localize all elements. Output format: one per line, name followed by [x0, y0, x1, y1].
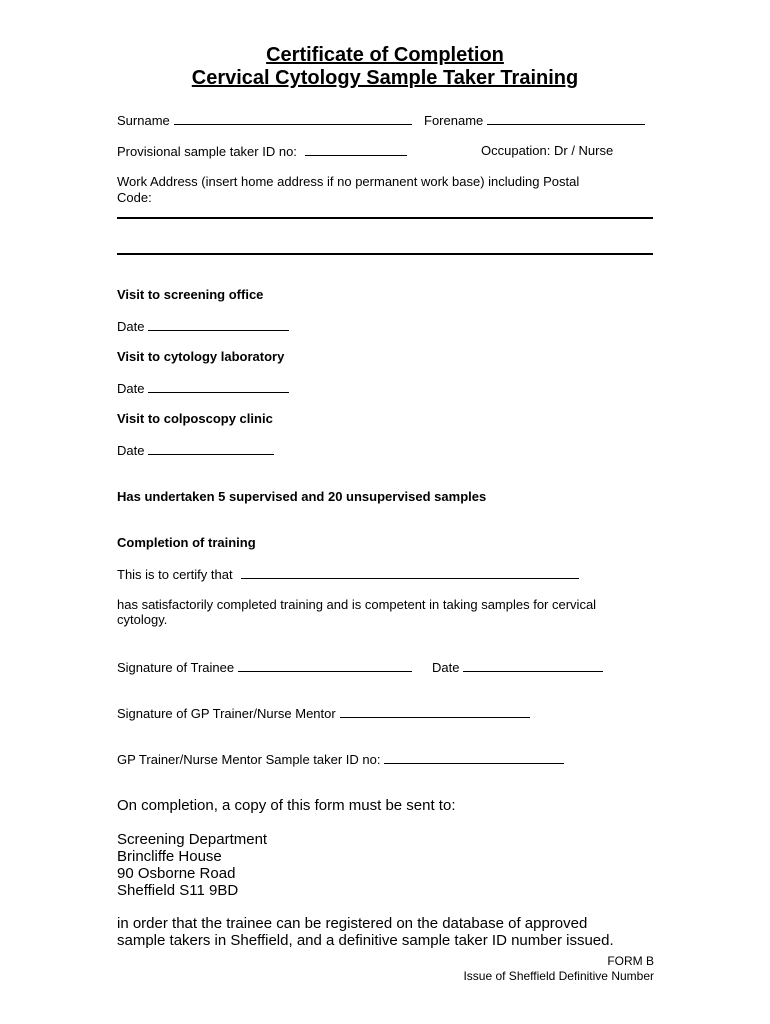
surname-label: Surname: [117, 113, 170, 128]
completion-heading: Completion of training: [117, 535, 256, 550]
screening-office-heading: Visit to screening office: [117, 287, 264, 302]
address-line: 90 Osborne Road: [117, 865, 236, 882]
colposcopy-clinic-date-field[interactable]: [148, 442, 274, 455]
work-address-line-1[interactable]: [117, 217, 653, 219]
work-address-label-1: Work Address (insert home address if no permanent work base) including Postal: [117, 174, 580, 189]
date-label: Date: [117, 319, 145, 334]
cytology-lab-date-row: [117, 380, 289, 397]
send-to-intro: On completion, a copy of this form must be sent to:: [117, 797, 456, 814]
address-line: Brincliffe House: [117, 848, 222, 865]
trainee-signature-label: Signature of Trainee: [117, 660, 235, 675]
work-address-line-2[interactable]: [117, 253, 653, 255]
purpose-line-2: sample takers in Sheffield, and a definitive sample taker ID number issued.: [117, 932, 614, 949]
surname-row: [117, 112, 412, 129]
trainee-date-label: Date: [432, 660, 460, 675]
trainer-signature-label: Signature of GP Trainer/Nurse Mentor: [117, 706, 336, 721]
provisional-id-row: [117, 143, 407, 160]
cytology-lab-heading: Visit to cytology laboratory: [117, 349, 285, 364]
certify-row: [117, 566, 579, 583]
competence-statement-2: cytology.: [117, 612, 168, 627]
forename-row: [424, 112, 645, 129]
provisional-id-label: Provisional sample taker ID no:: [117, 144, 297, 159]
colposcopy-clinic-date-row: [117, 442, 274, 459]
certificate-title: Certificate of Completion: [266, 44, 504, 66]
address-line: Sheffield S11 9BD: [117, 882, 239, 899]
cytology-lab-date-field[interactable]: [148, 380, 289, 393]
provisional-id-field[interactable]: [305, 143, 407, 156]
trainee-date-field[interactable]: [463, 659, 603, 672]
address-line: Screening Department: [117, 831, 268, 848]
screening-office-date-field[interactable]: [148, 318, 289, 331]
competence-statement-1: has satisfactorily completed training and is competent in taking samples for cervical: [117, 597, 597, 612]
purpose-line-1: in order that the trainee can be registered on the database of approved: [117, 915, 588, 932]
samples-statement: Has undertaken 5 supervised and 20 unsupervised samples: [117, 489, 487, 504]
certify-label: This is to certify that: [117, 567, 233, 582]
trainee-signature-row: [117, 659, 412, 676]
trainee-date-row: [432, 659, 603, 676]
colposcopy-clinic-heading: Visit to colposcopy clinic: [117, 411, 273, 426]
trainee-name-field[interactable]: [241, 566, 579, 579]
certificate-subtitle: Cervical Cytology Sample Taker Training: [191, 67, 579, 89]
trainer-id-field[interactable]: [384, 751, 564, 764]
occupation-label[interactable]: Occupation: Dr / Nurse: [481, 143, 614, 158]
forename-field[interactable]: [487, 112, 645, 125]
date-label: Date: [117, 381, 145, 396]
surname-field[interactable]: [174, 112, 412, 125]
trainee-signature-field[interactable]: [238, 659, 412, 672]
form-purpose: Issue of Sheffield Definitive Number: [463, 969, 654, 983]
trainer-id-row: [117, 751, 564, 768]
trainer-signature-field[interactable]: [340, 705, 530, 718]
form-code: FORM B: [607, 954, 654, 968]
screening-office-date-row: [117, 318, 289, 335]
forename-label: Forename: [424, 113, 484, 128]
trainer-id-label: GP Trainer/Nurse Mentor Sample taker ID no:: [117, 752, 381, 767]
trainer-signature-row: [117, 705, 530, 722]
date-label: Date: [117, 443, 145, 458]
work-address-label-2: Code:: [117, 190, 152, 205]
